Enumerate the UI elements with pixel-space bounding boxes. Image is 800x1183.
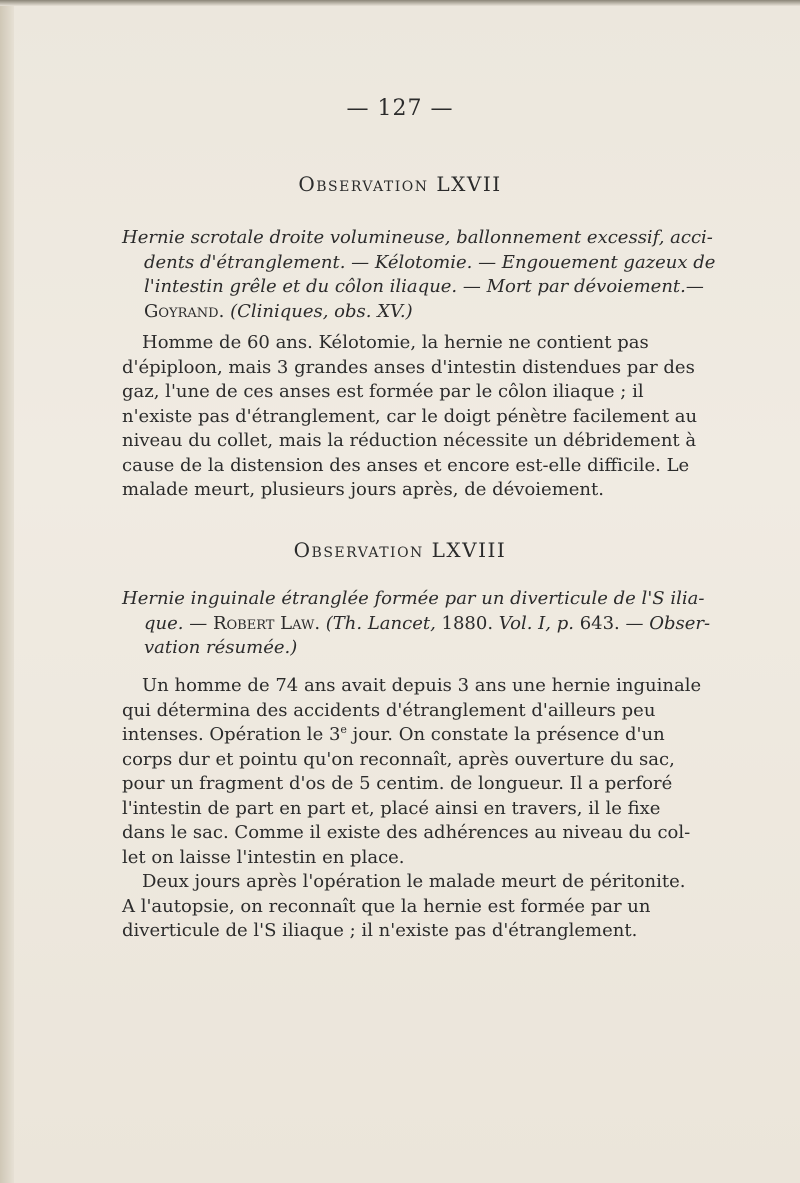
body-line: l'intestin de part en part et, placé ainsi en travers, il le fixe bbox=[122, 797, 661, 819]
observation-68-summary bbox=[122, 587, 711, 661]
body-line: Un homme de 74 ans avait depuis 3 ans une hernie inguinale bbox=[142, 675, 702, 696]
body-line: let on laisse l'intestin en place. bbox=[122, 846, 405, 868]
body-line: d'épiploon, mais 3 grandes anses d'intestin distendues par des bbox=[122, 356, 695, 378]
body-line: Homme de 60 ans. Kélotomie, la hernie ne contient pas bbox=[142, 332, 649, 353]
body-line: A l'autopsie, on reconnaît que la hernie est formée par un bbox=[122, 895, 651, 917]
summary-line: Hernie scrotale droite volumineuse, ballonnement excessif, acci- bbox=[122, 227, 713, 248]
observation-68-body bbox=[122, 674, 702, 944]
body-line: intenses. Opération le 3e jour. On constate la présence d'un bbox=[122, 723, 665, 745]
body-line: niveau du collet, mais la réduction nécessite un débridement à bbox=[122, 430, 697, 451]
body-line: diverticule de l'S iliaque ; il n'existe pas d'étranglement. bbox=[122, 920, 638, 941]
summary-line: vation résumée.) bbox=[144, 637, 298, 658]
observation-68-heading: Observation LXVIII bbox=[293, 538, 507, 562]
author-name: Robert Law. bbox=[212, 612, 321, 634]
body-line: dans le sac. Comme il existe des adhérences au niveau du col- bbox=[122, 822, 691, 843]
body-line: qui détermina des accidents d'étranglement d'ailleurs peu bbox=[122, 699, 656, 721]
body-line: corps dur et pointu qu'on reconnaît, après ouverture du sac, bbox=[122, 748, 675, 770]
observation-67-heading: Observation LXVII bbox=[298, 172, 502, 196]
summary-line: Hernie inguinale étranglée formée par un diverticule de l'S ilia- bbox=[122, 588, 705, 609]
page-top-edge bbox=[0, 0, 800, 6]
author-name: Goyrand. bbox=[144, 300, 225, 322]
body-line: cause de la distension des anses et encore est-elle difficile. Le bbox=[122, 454, 690, 476]
page-number: — 127 — bbox=[346, 96, 454, 121]
observation-67-summary bbox=[122, 226, 716, 324]
summary-line bbox=[122, 300, 624, 325]
body-line: n'existe pas d'étranglement, car le doigt pénètre facilement au bbox=[122, 405, 698, 427]
body-line: gaz, l'une de ces anses est formée par le côlon iliaque ; il bbox=[122, 381, 644, 402]
summary-line: que. — Robert Law. (Th. Lancet, 1880. Vol. I, p. 643. — Obser- bbox=[144, 612, 711, 634]
body-line: malade meurt, plusieurs jours après, de dévoiement. bbox=[122, 479, 604, 500]
body-line: Deux jours après l'opération le malade meurt de péritonite. bbox=[142, 871, 686, 892]
summary-line: dents d'étranglement. — Kélotomie. — Engouement gazeux de bbox=[144, 251, 716, 273]
observation-67-body bbox=[122, 331, 698, 503]
body-line: pour un fragment d'os de 5 centim. de longueur. Il a perforé bbox=[122, 773, 673, 794]
summary-line: l'intestin grêle et du côlon iliaque. — Mort par dévoiement.— bbox=[144, 276, 704, 297]
source-reference: (Cliniques, obs. XV.) bbox=[230, 300, 413, 322]
